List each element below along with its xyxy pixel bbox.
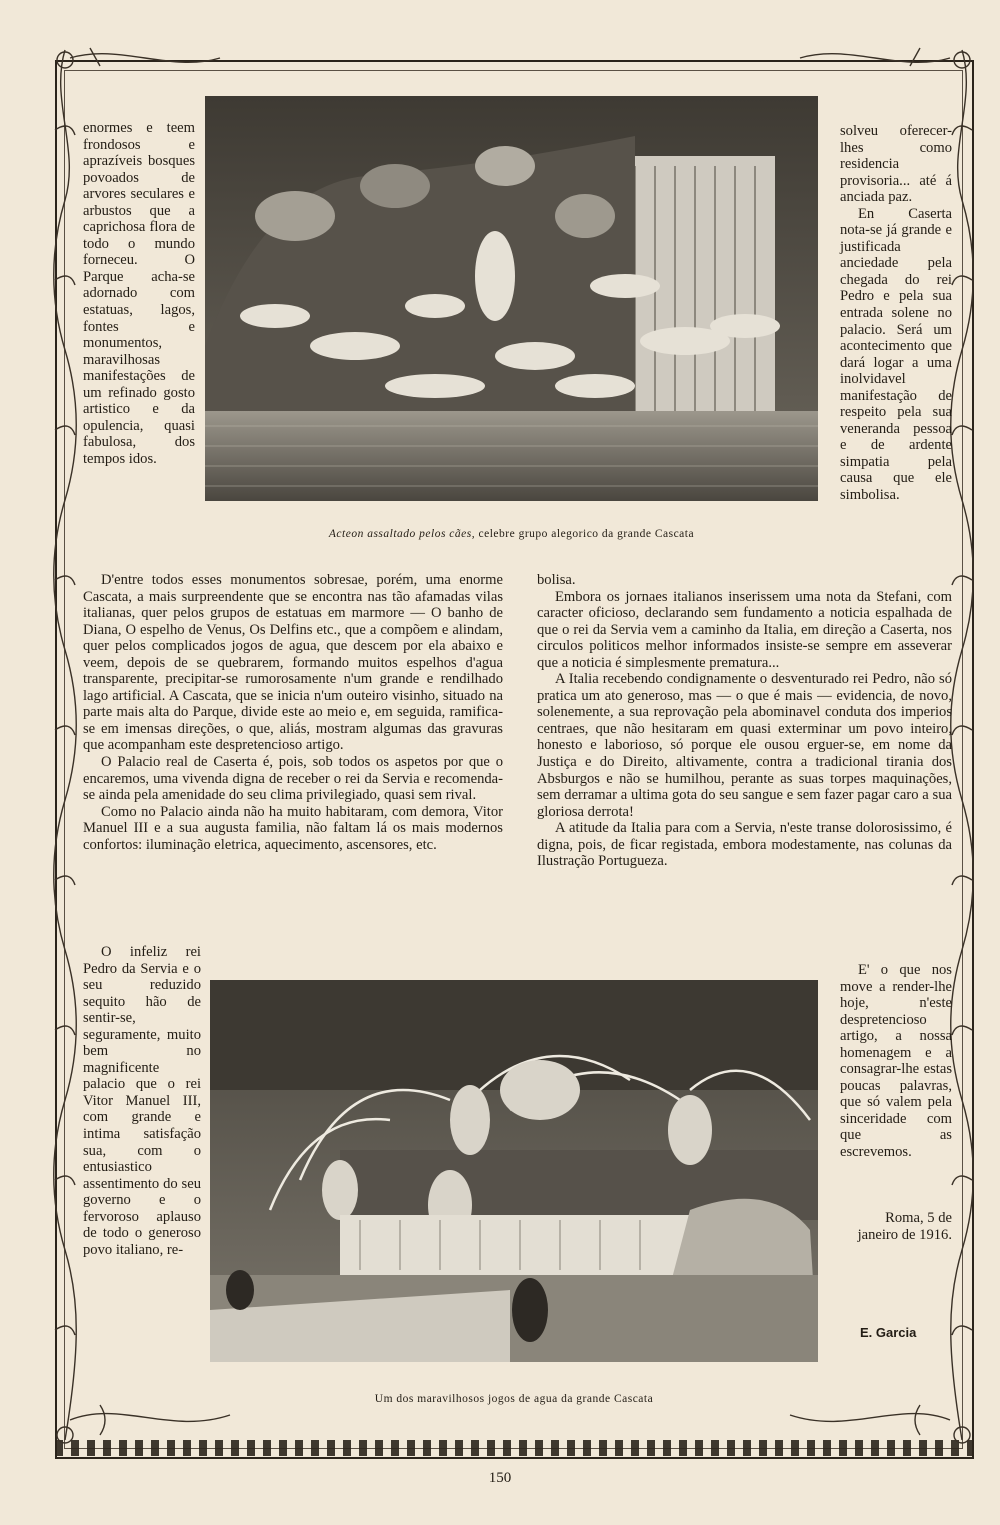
text-column-left-bottom <box>83 944 201 1258</box>
floral-ornament-top <box>60 38 960 78</box>
paragraph: A Italia recebendo condignamente o desventurado rei Pedro, não só pratica um ato generoso, mas — o que é mais — evidencia, de novo, solenemente, a sua reprovação pela abominavel conduta dos imperios centraes, que não hesitaram em quasi exterminar um povo inteiro, honesto e laborioso, só porque ele ousou erguer-se, em nome da Justiça e do Direito, altivamente, contra a tradicional tirania dos Absburgos e não se humilhou, perante as suas torpes maquinações, sem derramar a ultima gota do seu sangue e sem fazer pagar caro a sua gloriosa derrota! <box>537 671 952 820</box>
caption-italic: Acteon assaltado pelos cães, <box>328 528 476 540</box>
photo-acteon-image <box>205 96 818 501</box>
paragraph: O infeliz rei Pedro da Servia e o seu reduzido sequito hão de sentir-se, seguramente, muito bem no magnificente palacio que o rei Vitor Manuel III, com grande e intima satisfação sua, com o entusiastico assentimento do seu governo e o fervoroso aplauso de todo o generoso povo italiano, re- <box>83 944 201 1258</box>
paragraph: E' o que nos move a render-lhe hoje, n'este despretencioso artigo, a nossa homenagem e a consagrar-lhe estas poucas palavras, que só valem pela sinceridade com que as escrevemos. <box>840 962 952 1161</box>
paragraph: A atitude da Italia para com a Servia, n'este transe dolorosissimo, é digna, pois, de ficar registada, embora modestamente, nas colunas da Ilustração Portugueza. <box>537 820 952 870</box>
dateline: Roma, 5 de janeiro de 1916. <box>857 1210 952 1243</box>
floral-ornament-left <box>45 40 85 1460</box>
photo-water-games-image <box>210 980 818 1362</box>
photo-acteon-caption <box>205 528 818 540</box>
paragraph: Embora os jornaes italianos inserissem uma nota da Stefani, com caracter oficioso, declarando sem fundamento a noticia espalhada de que o rei da Servia vem a caminho da Italia, em direção a Caserta, nos circulos politicos melhor informados insiste-se sempre em asseverar que a noticia é simplesmente prematura... <box>537 588 952 671</box>
paragraph: enormes e teem frondosos e aprazíveis bosques povoados de arvores seculares e arbustos que a caprichosa flora de todo o mundo forneceu. O Parque acha-se adornado com estatuas, lagos, fontes e monumentos, maravilhosas manifestações de um refinado gosto artistico e da opulencia, quasi fabulosa, dos tempos idos. <box>83 120 195 467</box>
caption-text: celebre grupo alegorico da grande Cascata <box>475 528 695 540</box>
paragraph: En Caserta nota-se já grande e justificada anciedade pela chegada do rei Pedro e pela sua entrada solene no palacio. Será um acontecimento que dará logar a uma inolvidavel manifestação de respeito pela sua veneranda pessoa e de ardente simpatia pela causa que ele simbolisa. <box>840 205 952 504</box>
signature: E. Garcia <box>860 1325 917 1340</box>
page-number: 150 <box>488 1470 512 1486</box>
text-column-left-top <box>83 120 195 467</box>
text-column-right-bottom <box>840 962 952 1161</box>
text-column-right-top <box>840 123 952 504</box>
paragraph: bolisa. <box>537 572 576 588</box>
paragraph: Como no Palacio ainda não ha muito habitaram, com demora, Vitor Manuel III e a sua augusta familia, não faltam lá os mais modernos confortos: iluminação eletrica, aquecimento, ascensores, etc. <box>83 803 503 853</box>
text-column-middle-left <box>83 572 503 853</box>
photo-water-games-caption: Um dos maravilhosos jogos de agua da grande Cascata <box>374 1393 654 1405</box>
text-column-middle-right <box>537 572 952 870</box>
paragraph: O Palacio real de Caserta é, pois, sob todos os aspetos por que o encaremos, uma vivenda digna de receber o rei da Servia e recomenda-se ainda pela amenidade do seu clima privilegiado, quasi sem rival. <box>83 754 503 804</box>
paragraph: solveu oferecer-lhes como residencia provisoria... até á anciada paz. <box>840 123 952 206</box>
checker-border <box>55 1440 974 1456</box>
paragraph: D'entre todos esses monumentos sobresae, porém, uma enorme Cascata, a mais surpreendente que se encontra nas tão afamadas vilas italianas, quer pelos grupos de estatuas em marmore — O banho de Diana, O espelho de Venus, Os Delfins etc., que a compõem e alindam, quer pelos complicados jogos de agua, que descem por ela abaixo e veem, depois de se quebrarem, formando muitos espelhos d'agua transparente, precipitar-se rumorosamente n'um grande e rendilhado lago artificial. A Cascata, que se inicia n'um outeiro visinho, situado na parte mais alta do Parque, divide este ao meio e, em seguida, ramifica-se em imensas direções, o que, aliás, mostram algumas das gravuras que acompanham este despretencioso artigo. <box>83 572 503 754</box>
photo-water-games <box>210 980 818 1362</box>
photo-acteon-cascade <box>205 96 818 501</box>
